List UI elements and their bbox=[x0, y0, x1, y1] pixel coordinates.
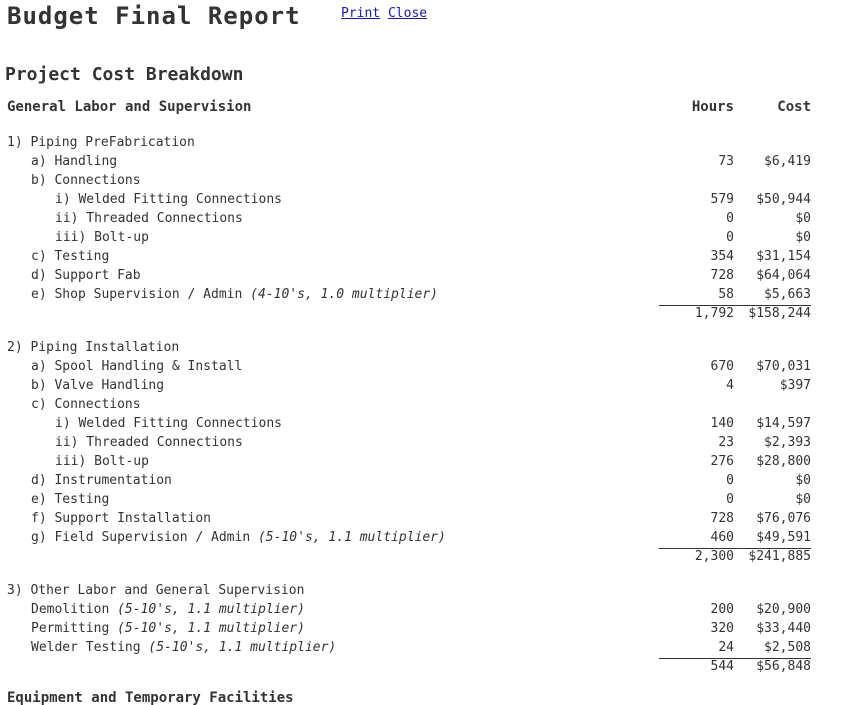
row-cost: $0 bbox=[795, 492, 811, 507]
row-label: 1) Piping PreFabrication bbox=[7, 135, 195, 150]
row-hours: 0 bbox=[726, 473, 734, 488]
row-label: c) Connections bbox=[31, 397, 141, 412]
row-label: Demolition bbox=[31, 602, 110, 617]
row-cost: $64,064 bbox=[756, 268, 811, 283]
row-cost: $49,591 bbox=[756, 530, 811, 545]
row-cost: $0 bbox=[795, 230, 811, 245]
row-cost: $0 bbox=[795, 211, 811, 226]
row-hours: 320 bbox=[710, 621, 734, 636]
line-item-row bbox=[0, 247, 859, 266]
row-label: ii) Threaded Connections bbox=[55, 211, 243, 226]
row-hours: 728 bbox=[710, 511, 734, 526]
line-item-row bbox=[0, 600, 859, 619]
row-label: a) Handling bbox=[31, 154, 118, 169]
line-item-row bbox=[0, 433, 859, 452]
row-cost: $397 bbox=[779, 378, 811, 393]
line-item-row bbox=[0, 376, 859, 395]
group-row-piping-installation bbox=[0, 338, 859, 357]
section-heading-labor: General Labor and Supervision bbox=[7, 99, 252, 115]
row-note: (4-10's, 1.0 multiplier) bbox=[250, 287, 438, 302]
row-note: (5-10's, 1.1 multiplier) bbox=[148, 640, 337, 655]
subtotal-hours: 2,300 bbox=[694, 549, 734, 564]
row-cost: $5,663 bbox=[764, 287, 811, 302]
line-item-row bbox=[0, 209, 859, 228]
row-label-wrap bbox=[31, 619, 305, 638]
column-header-cost: Cost bbox=[777, 99, 811, 115]
row-hours: 579 bbox=[710, 192, 734, 207]
report-title: Budget Final Report bbox=[7, 2, 301, 30]
row-label: a) Spool Handling & Install bbox=[31, 359, 243, 374]
row-label: i) Welded Fitting Connections bbox=[55, 416, 282, 431]
row-hours: 58 bbox=[718, 287, 734, 302]
row-label: e) Testing bbox=[31, 492, 110, 507]
subtotal-cost: $56,848 bbox=[756, 659, 811, 674]
row-hours: 0 bbox=[726, 492, 734, 507]
row-cost: $20,900 bbox=[756, 602, 811, 617]
subtotal-row bbox=[0, 657, 859, 676]
row-label: d) Support Fab bbox=[31, 268, 141, 283]
row-cost: $70,031 bbox=[756, 359, 811, 374]
line-item-row bbox=[0, 490, 859, 509]
section-heading-equipment: Equipment and Temporary Facilities bbox=[7, 690, 294, 705]
subgroup-row bbox=[0, 395, 859, 414]
row-label: Welder Testing bbox=[31, 640, 141, 655]
row-label: f) Support Installation bbox=[31, 511, 212, 526]
line-item-row bbox=[0, 509, 859, 528]
row-cost: $50,944 bbox=[756, 192, 811, 207]
row-label-wrap bbox=[31, 600, 305, 619]
group-row-piping-prefabrication bbox=[0, 133, 859, 152]
row-hours: 0 bbox=[726, 230, 734, 245]
row-label-wrap bbox=[31, 285, 438, 304]
line-item-row bbox=[0, 190, 859, 209]
subtotal-row bbox=[0, 547, 859, 566]
line-item-row bbox=[0, 414, 859, 433]
line-item-row bbox=[0, 619, 859, 638]
subtotal-cost: $158,244 bbox=[748, 306, 811, 321]
row-label: ii) Threaded Connections bbox=[55, 435, 243, 450]
line-item-row bbox=[0, 471, 859, 490]
row-cost: $2,508 bbox=[764, 640, 811, 655]
header-links bbox=[341, 6, 427, 21]
row-note: (5-10's, 1.1 multiplier) bbox=[117, 621, 305, 636]
line-item-row bbox=[0, 452, 859, 471]
row-hours: 140 bbox=[710, 416, 734, 431]
row-label: 2) Piping Installation bbox=[7, 340, 180, 355]
subtotal-row bbox=[0, 304, 859, 323]
row-hours: 24 bbox=[718, 640, 734, 655]
line-item-row bbox=[0, 357, 859, 376]
row-cost: $6,419 bbox=[764, 154, 811, 169]
line-item-row bbox=[0, 228, 859, 247]
row-hours: 354 bbox=[710, 249, 734, 264]
row-label-wrap bbox=[31, 528, 446, 547]
column-header-hours: Hours bbox=[691, 99, 734, 115]
row-hours: 0 bbox=[726, 211, 734, 226]
row-hours: 73 bbox=[718, 154, 734, 169]
row-label: b) Connections bbox=[31, 173, 141, 188]
close-link[interactable]: Close bbox=[387, 6, 428, 21]
row-cost: $33,440 bbox=[756, 621, 811, 636]
row-cost: $28,800 bbox=[756, 454, 811, 469]
subtotal-hours: 1,792 bbox=[694, 306, 734, 321]
row-cost: $0 bbox=[795, 473, 811, 488]
row-hours: 276 bbox=[710, 454, 734, 469]
row-label-wrap bbox=[31, 638, 336, 657]
row-hours: 670 bbox=[710, 359, 734, 374]
row-cost: $2,393 bbox=[764, 435, 811, 450]
line-item-row bbox=[0, 266, 859, 285]
subtotal-hours: 544 bbox=[710, 659, 734, 674]
row-cost: $31,154 bbox=[756, 249, 811, 264]
line-item-row bbox=[0, 152, 859, 171]
row-hours: 200 bbox=[710, 602, 734, 617]
row-cost: $76,076 bbox=[756, 511, 811, 526]
row-label: iii) Bolt-up bbox=[55, 230, 149, 245]
row-label: 3) Other Labor and General Supervision bbox=[7, 583, 305, 598]
row-label: e) Shop Supervision / Admin bbox=[31, 287, 243, 302]
row-note: (5-10's, 1.1 multiplier) bbox=[257, 530, 446, 545]
row-hours: 23 bbox=[718, 435, 734, 450]
page-subtitle: Project Cost Breakdown bbox=[5, 64, 244, 85]
row-cost: $14,597 bbox=[756, 416, 811, 431]
row-label: Permitting bbox=[31, 621, 110, 636]
row-label: d) Instrumentation bbox=[31, 473, 172, 488]
row-hours: 460 bbox=[710, 530, 734, 545]
print-link[interactable]: Print bbox=[341, 6, 381, 21]
row-label: b) Valve Handling bbox=[31, 378, 165, 393]
row-note: (5-10's, 1.1 multiplier) bbox=[117, 602, 305, 617]
row-label: iii) Bolt-up bbox=[55, 454, 149, 469]
row-hours: 4 bbox=[726, 378, 734, 393]
group-row-other-labor bbox=[0, 581, 859, 600]
row-label: i) Welded Fitting Connections bbox=[55, 192, 282, 207]
row-label: g) Field Supervision / Admin bbox=[31, 530, 251, 545]
row-hours: 728 bbox=[710, 268, 734, 283]
line-item-row bbox=[0, 285, 859, 304]
subtotal-cost: $241,885 bbox=[748, 549, 811, 564]
row-label: c) Testing bbox=[31, 249, 110, 264]
subgroup-row bbox=[0, 171, 859, 190]
line-item-row bbox=[0, 638, 859, 657]
line-item-row bbox=[0, 528, 859, 547]
